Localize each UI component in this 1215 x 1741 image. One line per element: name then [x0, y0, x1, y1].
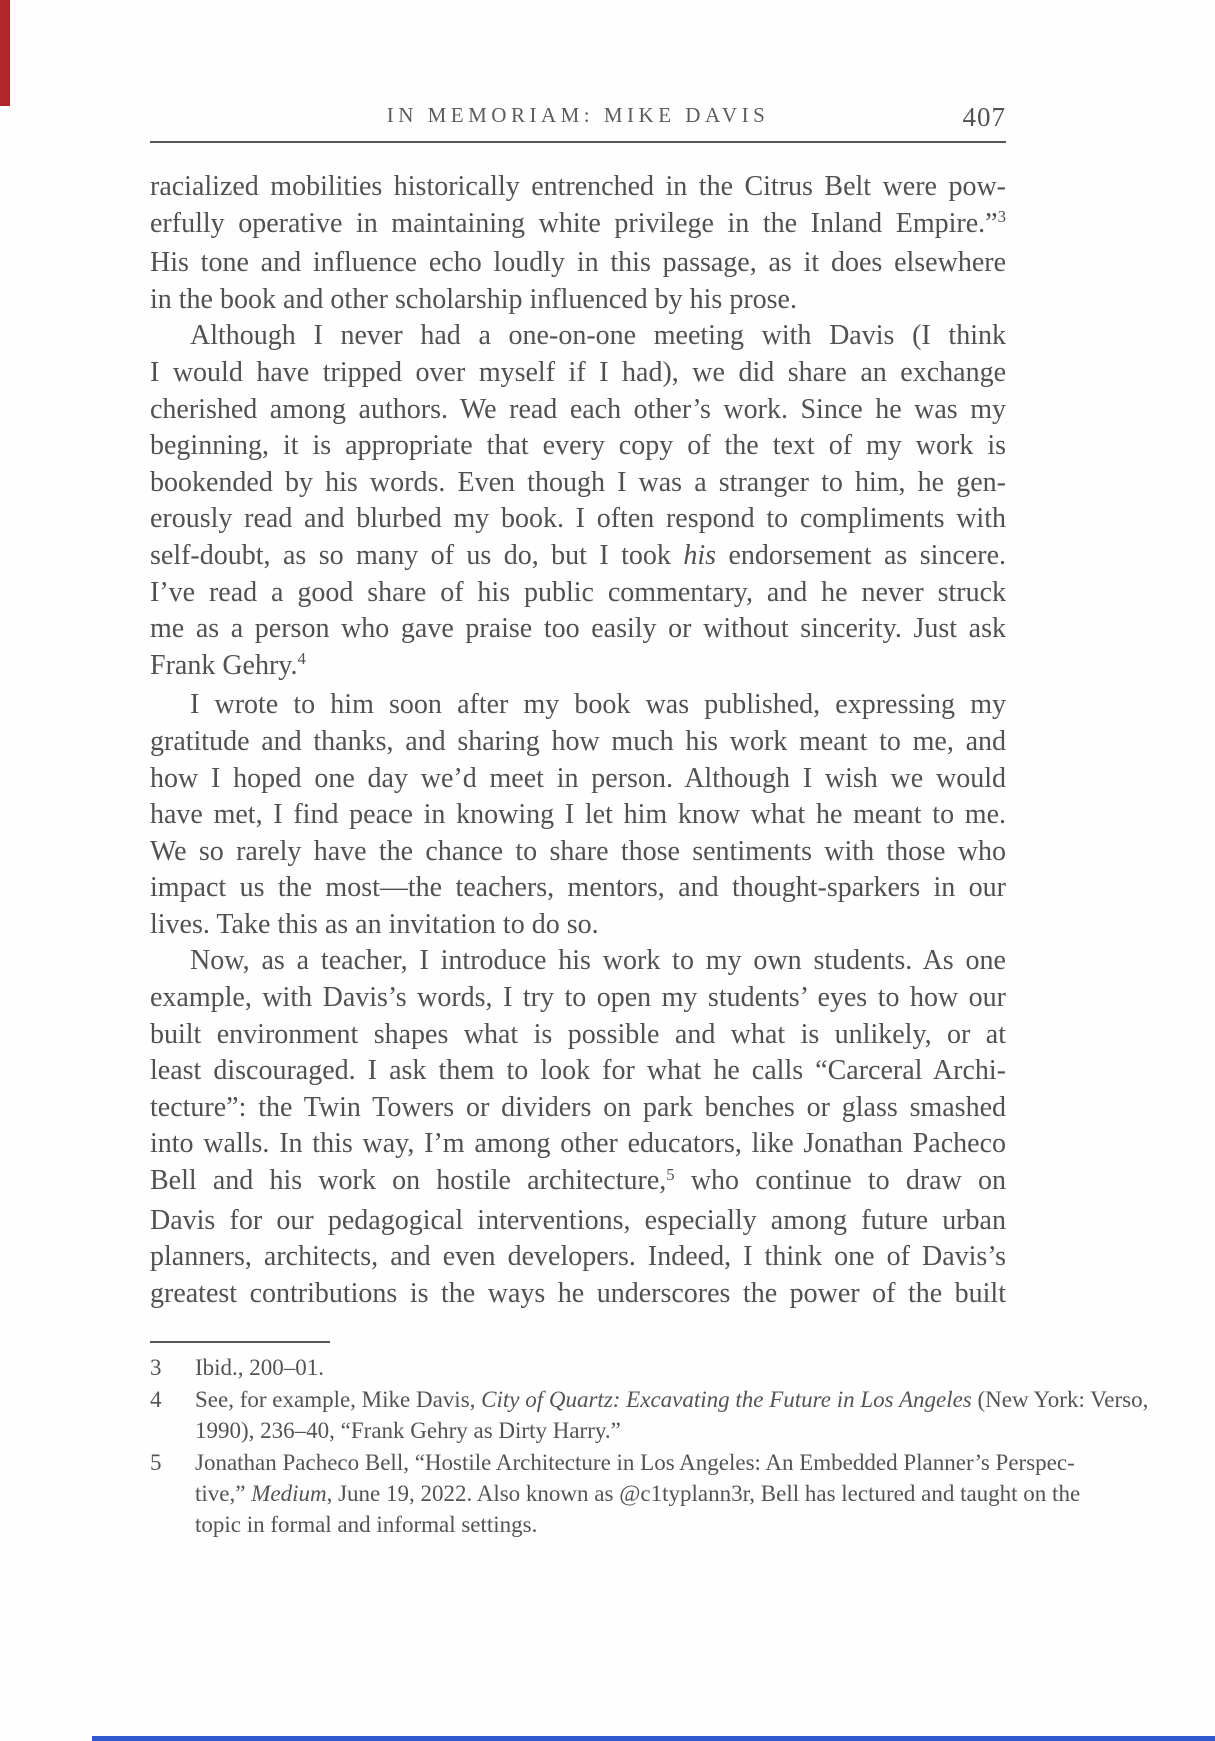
text-segment: 1990), 236–40, “Frank Gehry as Dirty Harry.” — [195, 1418, 621, 1444]
scan-red-edge-mark — [0, 0, 10, 106]
body-text-line — [150, 501, 1006, 538]
text-segment: greatest contributions is the ways he underscores the power of the built — [150, 1277, 1006, 1309]
text-segment: topic in formal and informal settings. — [195, 1512, 538, 1538]
footnote-number: 5 — [150, 1449, 162, 1475]
text-segment: I’ve read a good share of his public commentary, and he never struck — [150, 576, 1006, 608]
footnote-rule — [150, 1341, 330, 1343]
text-segment: 5 — [666, 1164, 675, 1184]
running-head — [150, 0, 1006, 143]
body-text-line — [150, 1090, 1006, 1127]
body-text-line — [150, 538, 1006, 575]
body-text-line — [150, 245, 1006, 282]
body-text-line — [150, 206, 1006, 246]
text-segment: impact us the most—the teachers, mentors, and thought-sparkers in our — [150, 872, 1006, 904]
footnotes — [150, 1352, 1149, 1540]
body-text-line — [150, 724, 1006, 761]
text-segment: into walls. In this way, I’m among other educators, like Jonathan Pacheco — [150, 1128, 1006, 1160]
text-segment: See, for example, Mike Davis, — [195, 1386, 482, 1412]
text-segment: City of Quartz: Excavating the Future in Los Angeles — [481, 1386, 972, 1412]
footnote-number: 3 — [150, 1355, 162, 1381]
body-text-line — [150, 282, 1006, 319]
text-segment: bookended by his words. Even though I was a stranger to him, he gen- — [150, 466, 1006, 498]
text-segment: Frank Gehry. — [150, 649, 298, 681]
text-segment: example, with Davis’s words, I try to open my students’ eyes to how our — [150, 982, 1006, 1014]
body-text-line — [150, 943, 1006, 980]
footnote-line — [195, 1352, 1006, 1383]
body-text-line — [150, 392, 1006, 429]
text-segment: who continue to draw on — [674, 1165, 1006, 1197]
text-segment: gratitude and thanks, and sharing how much his work meant to me, and — [150, 725, 1006, 757]
footnote-line — [195, 1384, 1149, 1415]
footnote-line — [195, 1447, 1075, 1478]
text-segment: Bell and his work on hostile architecture, — [150, 1165, 667, 1197]
footnote-line — [195, 1509, 1006, 1540]
body-text-line — [150, 797, 1006, 834]
text-segment: endorsement as sincere. — [716, 539, 1007, 571]
text-segment: his — [683, 539, 717, 571]
text-segment: erfully operative in maintaining white privilege in the Inland Empire.” — [150, 207, 998, 239]
footnote-item — [150, 1384, 1149, 1447]
body-text-line — [150, 318, 1006, 355]
text-segment: me as a person who gave praise too easily or without sincerity. Just ask — [150, 613, 1006, 645]
text-segment: lives. Take this as an invitation to do so. — [150, 908, 599, 940]
body-text-line — [150, 870, 1006, 907]
text-segment: least discouraged. I ask them to look for what he calls “Carceral Archi- — [150, 1055, 1006, 1087]
body-text — [150, 169, 1006, 1312]
body-text-line — [150, 1053, 1006, 1090]
page-number: 407 — [962, 102, 1006, 132]
body-text-line — [150, 761, 1006, 798]
text-segment: Now, as a teacher, I introduce his work to my own students. As one — [190, 945, 1006, 977]
body-text-line — [150, 687, 1006, 724]
footnote-line — [195, 1415, 1006, 1446]
body-text-line — [150, 1126, 1006, 1163]
text-segment: (New York: Verso, — [971, 1386, 1149, 1412]
body-text-line — [150, 575, 1006, 612]
footnote-item — [150, 1447, 1081, 1541]
body-text-line — [150, 611, 1006, 648]
body-text-line — [150, 834, 1006, 871]
text-segment: Ibid., 200–01. — [195, 1355, 325, 1381]
text-segment: racialized mobilities historically entrenched in the Citrus Belt were pow- — [150, 171, 1006, 202]
text-segment: Davis for our pedagogical interventions, especially among future urban — [150, 1204, 1006, 1236]
text-segment: erously read and blurbed my book. I often respond to compliments with — [150, 503, 1006, 535]
body-text-line — [150, 1017, 1006, 1054]
body-text-line — [150, 980, 1006, 1017]
text-segment: beginning, it is appropriate that every copy of the text of my work is — [150, 430, 1006, 462]
body-text-line — [150, 169, 1006, 206]
body-text-line — [150, 428, 1006, 465]
text-segment: planners, architects, and even developers. Indeed, I think one of Davis’s — [150, 1241, 1006, 1273]
text-segment: We so rarely have the chance to share those sentiments with those who — [150, 835, 1006, 867]
text-segment: Medium — [251, 1481, 327, 1507]
running-head-title: IN MEMORIAM: MIKE DAVIS — [386, 103, 770, 127]
text-segment: cherished among authors. We read each other’s work. Since he was my — [150, 393, 1006, 425]
text-column — [150, 0, 1149, 1541]
text-segment: Jonathan Pacheco Bell, “Hostile Architecture in Los Angeles: An Embedded Planner’s Perspec- — [195, 1449, 1075, 1475]
text-segment: in the book and other scholarship influenced by his prose. — [150, 283, 797, 315]
body-text-line — [150, 1239, 1006, 1276]
footnote-number: 4 — [150, 1386, 162, 1412]
text-segment: I wrote to him soon after my book was published, expressing my — [190, 689, 1006, 721]
text-segment: self-doubt, as so many of us do, but I took — [150, 539, 684, 571]
body-text-line — [150, 648, 1006, 688]
text-segment: Although I never had a one-on-one meeting with Davis (I think — [190, 320, 1006, 352]
text-segment: I would have tripped over myself if I had), we did share an exchange — [150, 356, 1006, 388]
text-segment: tive,” — [195, 1481, 252, 1507]
text-segment: 4 — [297, 649, 306, 669]
text-segment: built environment shapes what is possible and what is unlikely, or at — [150, 1018, 1006, 1050]
body-text-line — [150, 1203, 1006, 1240]
body-text-line — [150, 465, 1006, 502]
footnote-item — [150, 1352, 1006, 1383]
body-text-line — [150, 355, 1006, 392]
text-segment: , June 19, 2022. Also known as @c1typlann3r, Bell has lectured and taught on the — [326, 1481, 1081, 1507]
footnote-line — [195, 1478, 1081, 1509]
scan-blue-bottom-line — [92, 1736, 1215, 1741]
text-segment: 3 — [997, 207, 1006, 227]
text-segment: tecture”: the Twin Towers or dividers on park benches or glass smashed — [150, 1091, 1006, 1123]
body-text-line — [150, 1163, 1006, 1203]
body-text-line — [150, 907, 1006, 944]
text-segment: His tone and influence echo loudly in this passage, as it does elsewhere — [150, 247, 1006, 279]
body-text-line — [150, 1276, 1006, 1313]
text-segment: how I hoped one day we’d meet in person. Although I wish we would — [150, 762, 1006, 794]
text-segment: have met, I find peace in knowing I let him know what he meant to me. — [150, 799, 1006, 831]
